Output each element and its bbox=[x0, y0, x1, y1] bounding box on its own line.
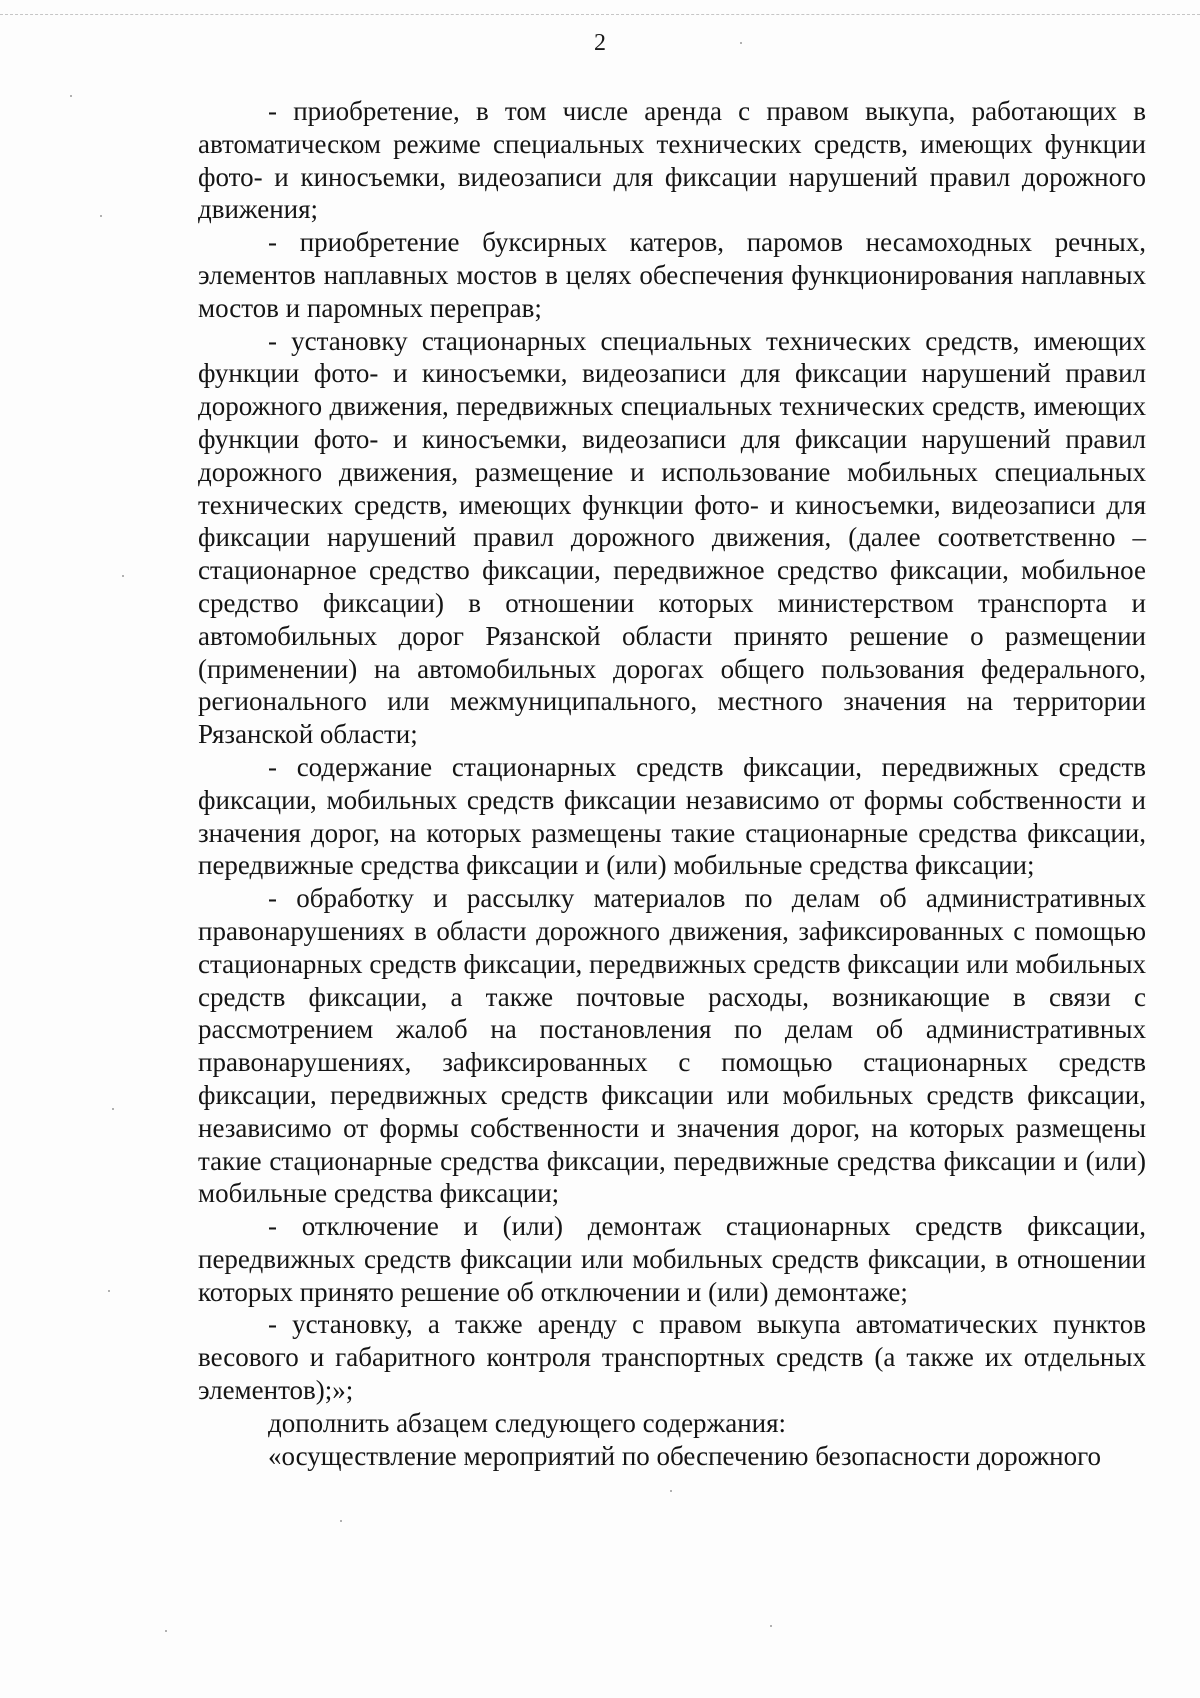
paragraph-amendment-start: «осуществление мероприятий по обеспечению безопасности дорожного bbox=[268, 1440, 1102, 1471]
paragraph-materials-processing: - обработку и рассылку материалов по делам об административных правонарушениях в области дорожного движения, зафиксированных с помощью стационарных средств фиксации, передвижных средств фиксации или мобильных средств фиксации, а также почтовые расходы, возникающие в связи с рассмотрением жалоб на постановления по делам об административных правонарушениях, зафиксированных с помощью стационарных средств фиксации, передвижных средств фиксации или мобильных средств фиксации, независимо от формы собственности и значения дорог, на которых размещены такие стационарные средства фиксации, передвижные средства фиксации и (или) мобильные средства фиксации; bbox=[198, 883, 1146, 1209]
paragraph-fixation-equipment-maintenance: - содержание стационарных средств фиксации, передвижных средств фиксации, мобильных средств фиксации независимо от формы собственности и значения дорог, на которых размещены такие стационарные средства фиксации, передвижные средства фиксации и (или) мобильные средства фиксации; bbox=[198, 751, 1146, 881]
paragraph-weight-control-points: - установку, а также аренду с правом выкупа автоматических пунктов весового и габаритного контроля транспортных средств (а также их отдельных элементов);»; bbox=[198, 1309, 1146, 1406]
scan-speck bbox=[100, 215, 102, 217]
scan-top-edge bbox=[0, 14, 1200, 15]
scan-speck bbox=[70, 95, 72, 97]
page-number: 2 bbox=[594, 30, 606, 56]
paragraph-amendment-intro: дополнить абзацем следующего содержания: bbox=[268, 1407, 787, 1438]
paragraph-speed-cameras-purchase: - приобретение, в том числе аренда с правом выкупа, работающих в автоматическом режиме специальных технических средств, имеющих функции фото- и киносъемки, видеозаписи для фиксации нарушений правил дорожного движения; bbox=[198, 96, 1146, 225]
paragraph-boats-ferries-purchase: - приобретение буксирных катеров, паромов несамоходных речных, элементов наплавных мостов в целях обеспечения функционирования наплавных мостов и паромных переправ; bbox=[198, 227, 1146, 323]
scan-speck bbox=[670, 1490, 672, 1492]
scan-speck bbox=[340, 1520, 342, 1522]
scan-speck bbox=[740, 42, 742, 44]
paragraph-disconnection-dismantling: - отключение и (или) демонтаж стационарных средств фиксации, передвижных средств фиксации или мобильных средств фиксации, в отношении которых принято решение об отключении и (или) демонтаже; bbox=[198, 1211, 1146, 1307]
scan-speck bbox=[112, 1108, 114, 1110]
scan-speck bbox=[122, 575, 124, 577]
paragraph-fixation-equipment-installation: - установку стационарных специальных технических средств, имеющих функции фото- и киносъемки, видеозаписи для фиксации нарушений правил дорожного движения, передвижных специальных технических средств, имеющих функции фото- и киносъемки, видеозаписи для фиксации нарушений правил дорожного движения, размещение и использование мобильных специальных технических средств, имеющих функции фото- и киносъемки, видеозаписи для фиксации нарушений правил дорожного движения, (далее соответственно – стационарное средство фиксации, передвижное средство фиксации, мобильное средство фиксации) в отношении которых министерством транспорта и автомобильных дорог Рязанской области принято решение о размещении (применении) на автомобильных дорогах общего пользования федерального, регионального или межмуниципального, местного значения на территории Рязанской области; bbox=[198, 325, 1146, 750]
scan-speck bbox=[108, 1290, 110, 1292]
scan-speck bbox=[165, 1630, 167, 1632]
document-body bbox=[198, 95, 1146, 1472]
scan-speck bbox=[770, 1625, 772, 1627]
